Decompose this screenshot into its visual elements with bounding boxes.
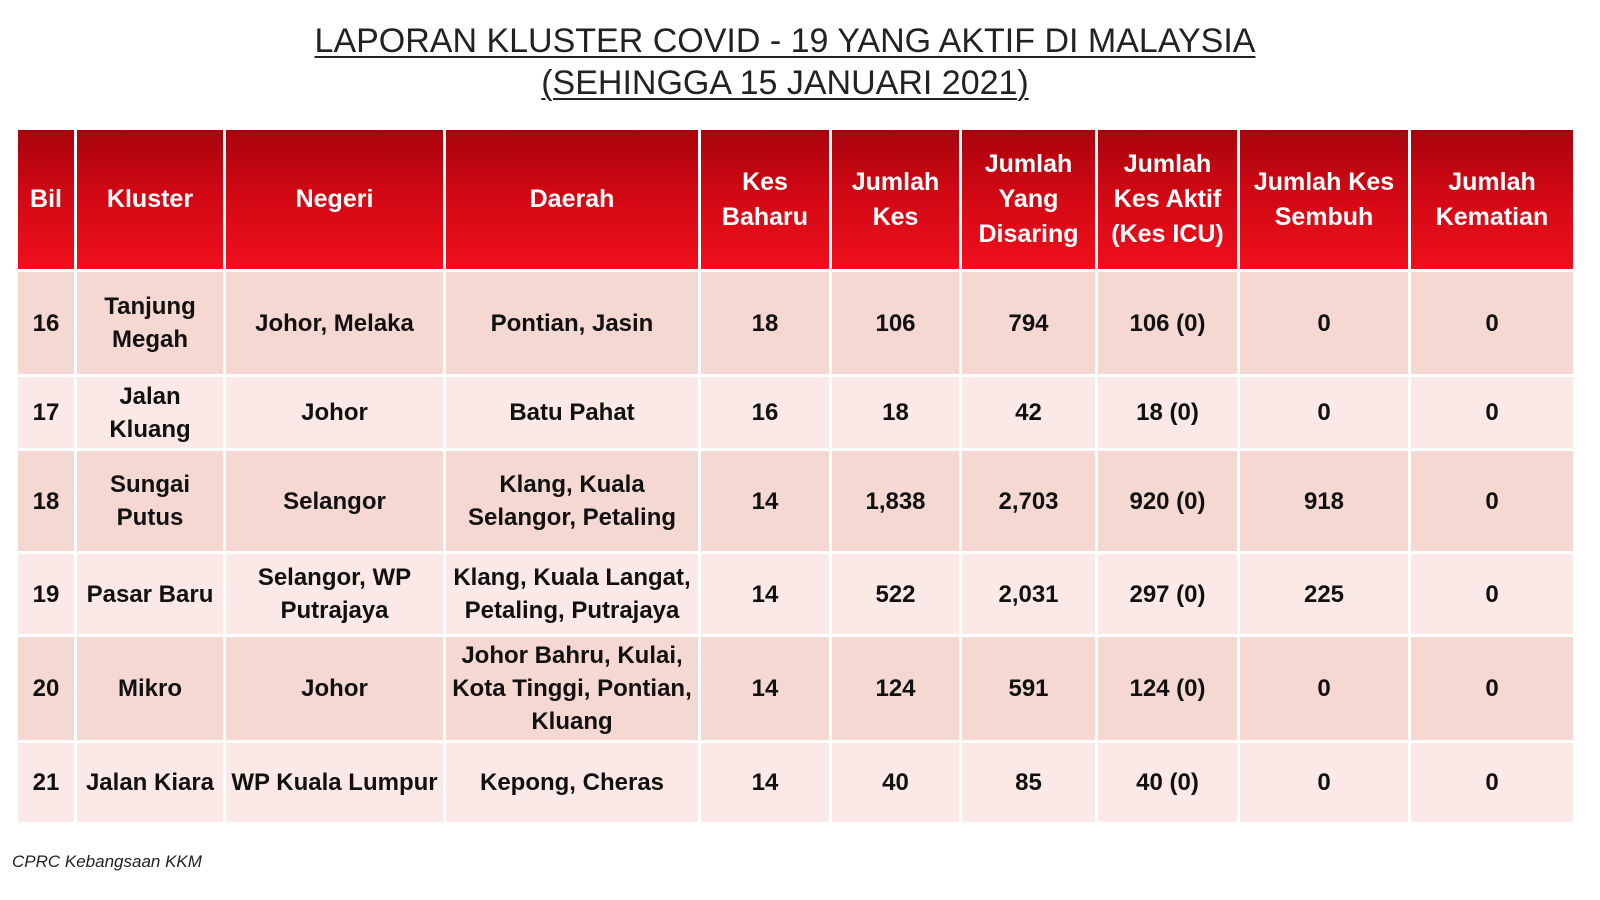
header-negeri: Negeri: [226, 130, 443, 269]
header-kluster: Kluster: [77, 130, 223, 269]
header-kes-sembuh: Jumlah Kes Sembuh: [1240, 130, 1408, 269]
cell-kes-aktif: 106 (0): [1098, 272, 1237, 374]
table-row: [18, 451, 1573, 551]
cell-kluster: Pasar Baru: [77, 554, 223, 634]
cell-negeri: Selangor, WP Putrajaya: [226, 554, 443, 634]
cell-negeri: WP Kuala Lumpur: [226, 743, 443, 822]
header-daerah: Daerah: [446, 130, 698, 269]
title-line-1: LAPORAN KLUSTER COVID - 19 YANG AKTIF DI MALAYSIA: [314, 22, 1256, 60]
table-row: [18, 272, 1573, 374]
cell-kematian: 0: [1411, 743, 1573, 822]
header-kes-aktif: Jumlah Kes Aktif (Kes ICU): [1098, 130, 1237, 269]
cell-bil: 21: [18, 743, 74, 822]
cell-kes-baharu: 14: [701, 743, 829, 822]
cell-kematian: 0: [1411, 272, 1573, 374]
cell-kes-aktif: 40 (0): [1098, 743, 1237, 822]
cell-kes-baharu: 14: [701, 637, 829, 740]
cell-kes-baharu: 14: [701, 451, 829, 551]
cell-kes-baharu: 16: [701, 377, 829, 448]
cell-kes-sembuh: 918: [1240, 451, 1408, 551]
source-footnote: CPRC Kebangsaan KKM: [12, 852, 202, 871]
cell-kes-sembuh: 0: [1240, 377, 1408, 448]
cell-kes-baharu: 14: [701, 554, 829, 634]
cell-kluster: Jalan Kluang: [77, 377, 223, 448]
cell-negeri: Johor: [226, 637, 443, 740]
cell-kes-sembuh: 0: [1240, 743, 1408, 822]
table-row: [18, 377, 1573, 448]
cell-daerah: Klang, Kuala Langat, Petaling, Putrajaya: [446, 554, 698, 634]
table-header-row: [18, 130, 1573, 269]
cell-kluster: Jalan Kiara: [77, 743, 223, 822]
cell-kluster: Mikro: [77, 637, 223, 740]
cell-jumlah-kes: 1,838: [832, 451, 959, 551]
header-bil: Bil: [18, 130, 74, 269]
cell-jumlah-kes: 106: [832, 272, 959, 374]
cell-kematian: 0: [1411, 451, 1573, 551]
cell-bil: 16: [18, 272, 74, 374]
cell-jumlah-kes: 522: [832, 554, 959, 634]
cell-daerah: Johor Bahru, Kulai, Kota Tinggi, Pontian, Kluang: [446, 637, 698, 740]
cell-jumlah-disaring: 794: [962, 272, 1095, 374]
table-row: [18, 637, 1573, 740]
cell-negeri: Johor, Melaka: [226, 272, 443, 374]
title-line-2: (SEHINGGA 15 JANUARI 2021): [541, 64, 1029, 102]
cell-jumlah-disaring: 2,703: [962, 451, 1095, 551]
header-kematian: Jumlah Kematian: [1411, 130, 1573, 269]
cell-kes-aktif: 124 (0): [1098, 637, 1237, 740]
cell-daerah: Pontian, Jasin: [446, 272, 698, 374]
cell-bil: 19: [18, 554, 74, 634]
cell-jumlah-disaring: 591: [962, 637, 1095, 740]
cell-daerah: Kepong, Cheras: [446, 743, 698, 822]
cell-jumlah-kes: 124: [832, 637, 959, 740]
cell-bil: 17: [18, 377, 74, 448]
cell-kematian: 0: [1411, 554, 1573, 634]
cell-jumlah-disaring: 85: [962, 743, 1095, 822]
cell-daerah: Batu Pahat: [446, 377, 698, 448]
cluster-table: [15, 127, 1576, 825]
cell-bil: 20: [18, 637, 74, 740]
cell-kes-aktif: 920 (0): [1098, 451, 1237, 551]
cell-kes-sembuh: 0: [1240, 272, 1408, 374]
cell-jumlah-disaring: 2,031: [962, 554, 1095, 634]
header-jumlah-disaring: Jumlah Yang Disaring: [962, 130, 1095, 269]
table-row: [18, 743, 1573, 822]
cell-kes-aktif: 297 (0): [1098, 554, 1237, 634]
cell-jumlah-kes: 18: [832, 377, 959, 448]
header-kes-baharu: Kes Baharu: [701, 130, 829, 269]
cell-kes-aktif: 18 (0): [1098, 377, 1237, 448]
cell-kluster: Tanjung Megah: [77, 272, 223, 374]
table-row: [18, 554, 1573, 634]
cell-negeri: Johor: [226, 377, 443, 448]
cell-jumlah-disaring: 42: [962, 377, 1095, 448]
cell-kematian: 0: [1411, 637, 1573, 740]
cell-jumlah-kes: 40: [832, 743, 959, 822]
cell-kes-baharu: 18: [701, 272, 829, 374]
cell-daerah: Klang, Kuala Selangor, Petaling: [446, 451, 698, 551]
report-title: [0, 20, 1570, 104]
cell-kematian: 0: [1411, 377, 1573, 448]
header-jumlah-kes: Jumlah Kes: [832, 130, 959, 269]
cell-kes-sembuh: 225: [1240, 554, 1408, 634]
cell-kes-sembuh: 0: [1240, 637, 1408, 740]
cell-bil: 18: [18, 451, 74, 551]
cell-negeri: Selangor: [226, 451, 443, 551]
cell-kluster: Sungai Putus: [77, 451, 223, 551]
